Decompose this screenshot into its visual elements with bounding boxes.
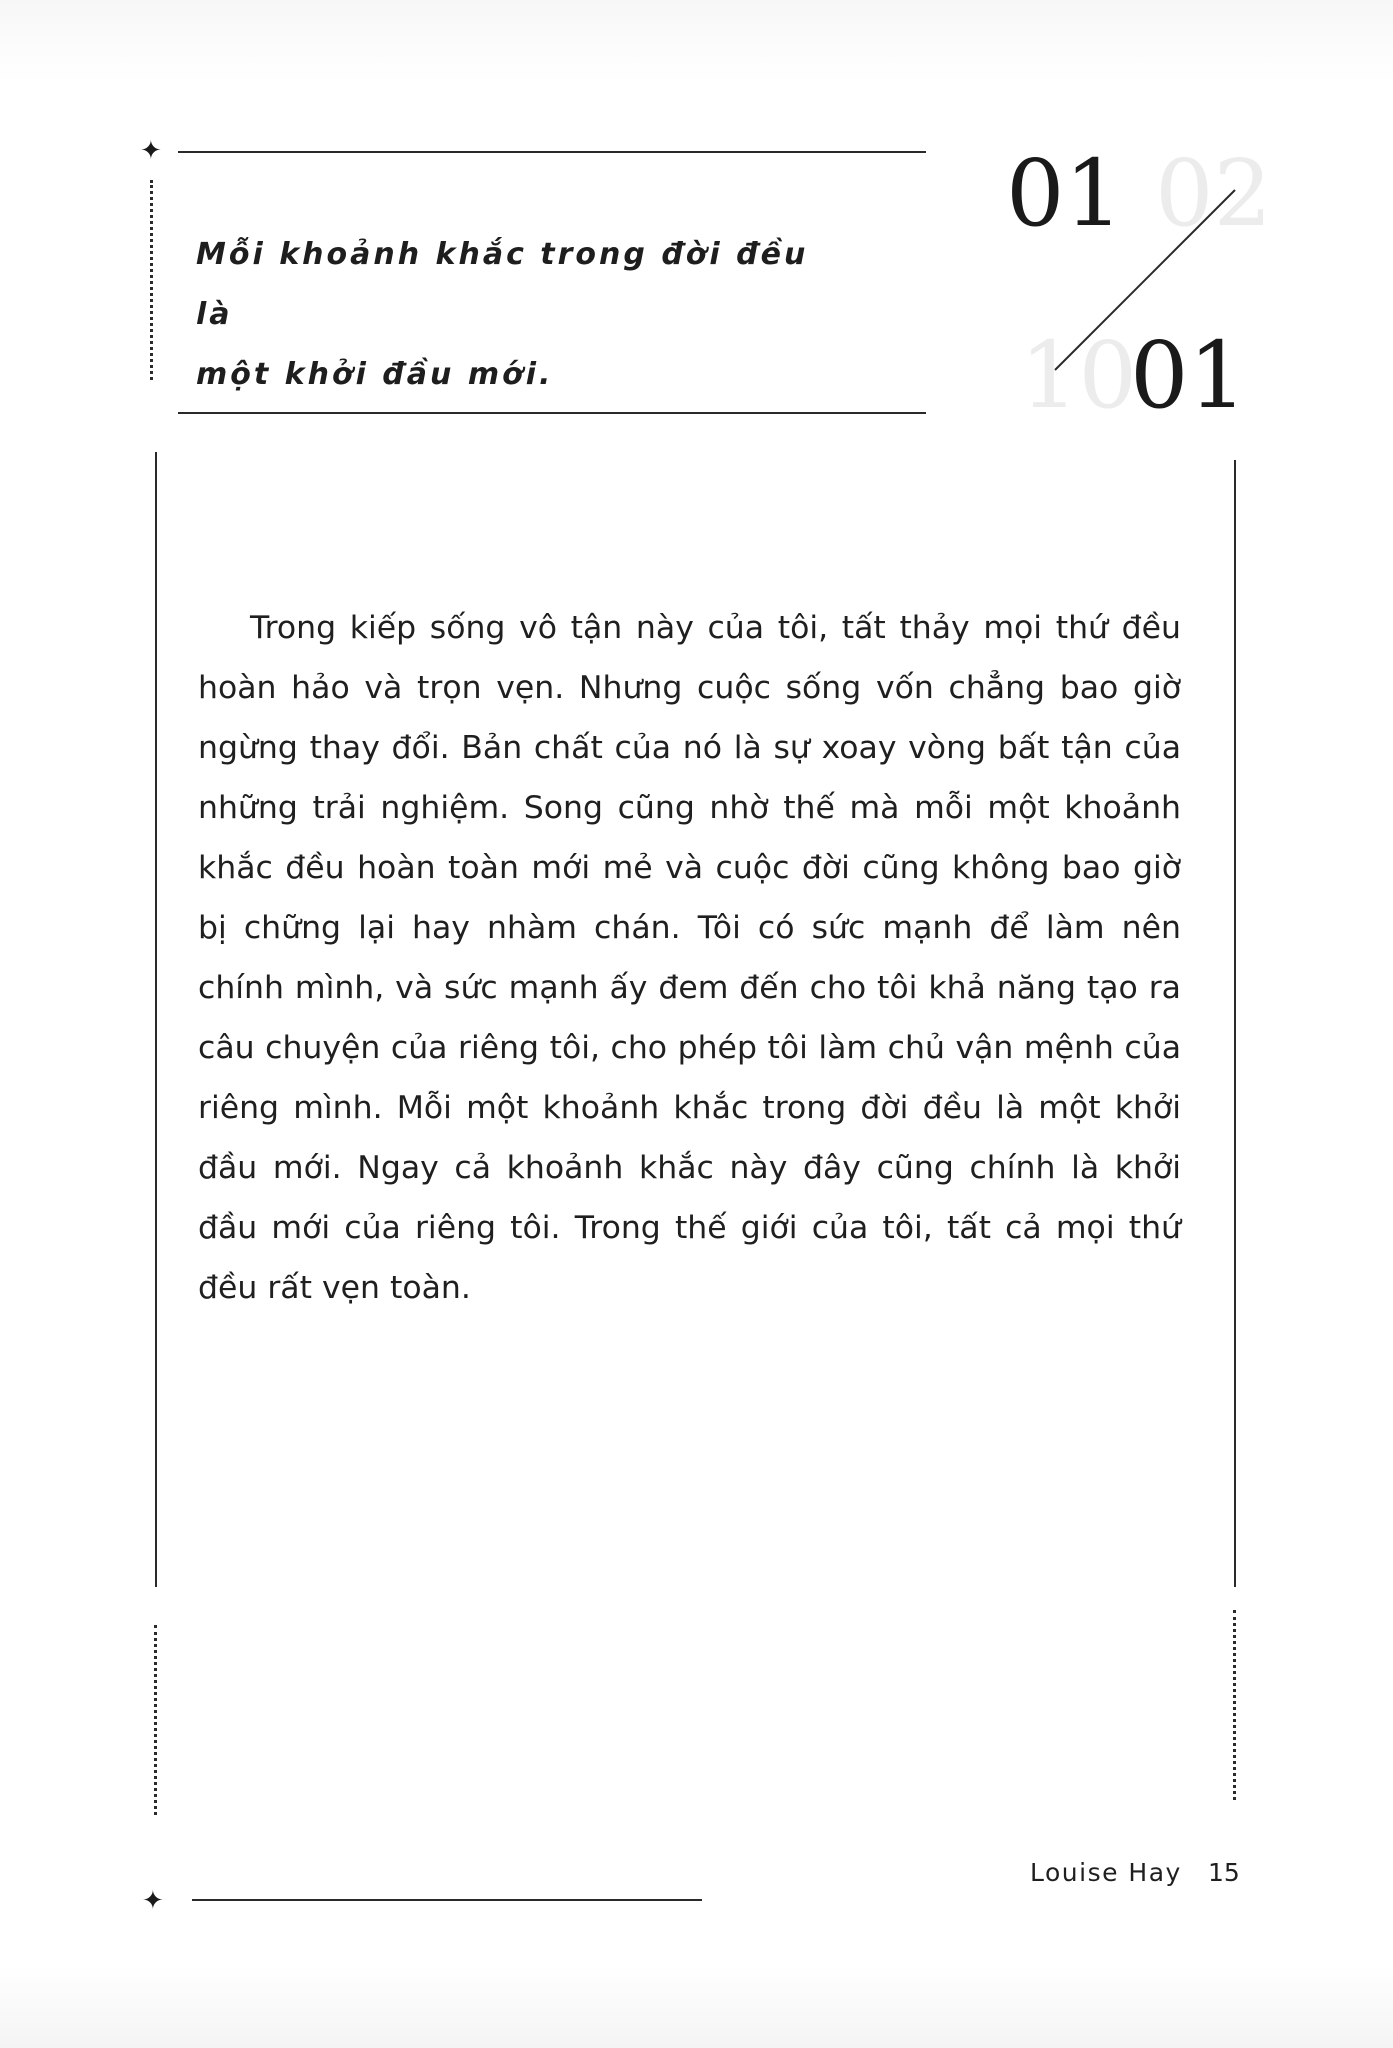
ghost-number-top: 02 — [1155, 140, 1273, 247]
running-footer-author: Louise Hay — [1030, 1858, 1182, 1887]
left-dotted-rule-bottom — [154, 1625, 157, 1815]
epigraph-quote — [196, 225, 836, 405]
left-dotted-rule-top — [150, 180, 153, 380]
epigraph-line-1: Mỗi khoảnh khắc trong đời đều là — [196, 237, 809, 332]
left-frame-rule — [155, 452, 157, 1587]
right-frame-rule — [1234, 460, 1236, 1587]
counter-total: 01 — [1130, 322, 1248, 429]
right-dotted-rule-bottom — [1233, 1610, 1236, 1800]
four-point-star-icon: ✦ — [140, 136, 162, 166]
page-number: 15 — [1208, 1858, 1240, 1887]
ghost-number-bottom: 10 — [1020, 322, 1138, 429]
four-point-star-icon: ✦ — [142, 1886, 164, 1916]
epigraph-line-2: một khởi đầu mới. — [196, 357, 554, 392]
counter-current: 01 — [1006, 140, 1124, 247]
body-paragraph: Trong kiếp sống vô tận này của tôi, tất thảy mọi thứ đều hoàn hảo và trọn vẹn. Nhưng cuộc sống vốn chẳng bao giờ ngừng thay đổi. Bản chất của nó là sự xoay vòng bất tận của những trải nghiệm. Song cũng nhờ thế mà mỗi một khoảnh khắc đều hoàn toàn mới mẻ và cuộc đời cũng không bao giờ bị chững lại hay nhàm chán. Tôi có sức mạnh để làm nên chính mình, và sức mạnh ấy đem đến cho tôi khả năng tạo ra câu chuyện của riêng tôi, cho phép tôi làm chủ vận mệnh của riêng mình. Mỗi một khoảnh khắc trong đời đều là một khởi đầu mới. Ngay cả khoảnh khắc này đây cũng chính là khởi đầu mới của riêng tôi. Trong thế giới của tôi, tất cả mọi thứ đều rất vẹn toàn. — [198, 610, 1181, 1306]
top-rule — [178, 151, 926, 153]
bottom-rule — [192, 1899, 702, 1901]
quote-bottom-rule — [178, 412, 926, 414]
